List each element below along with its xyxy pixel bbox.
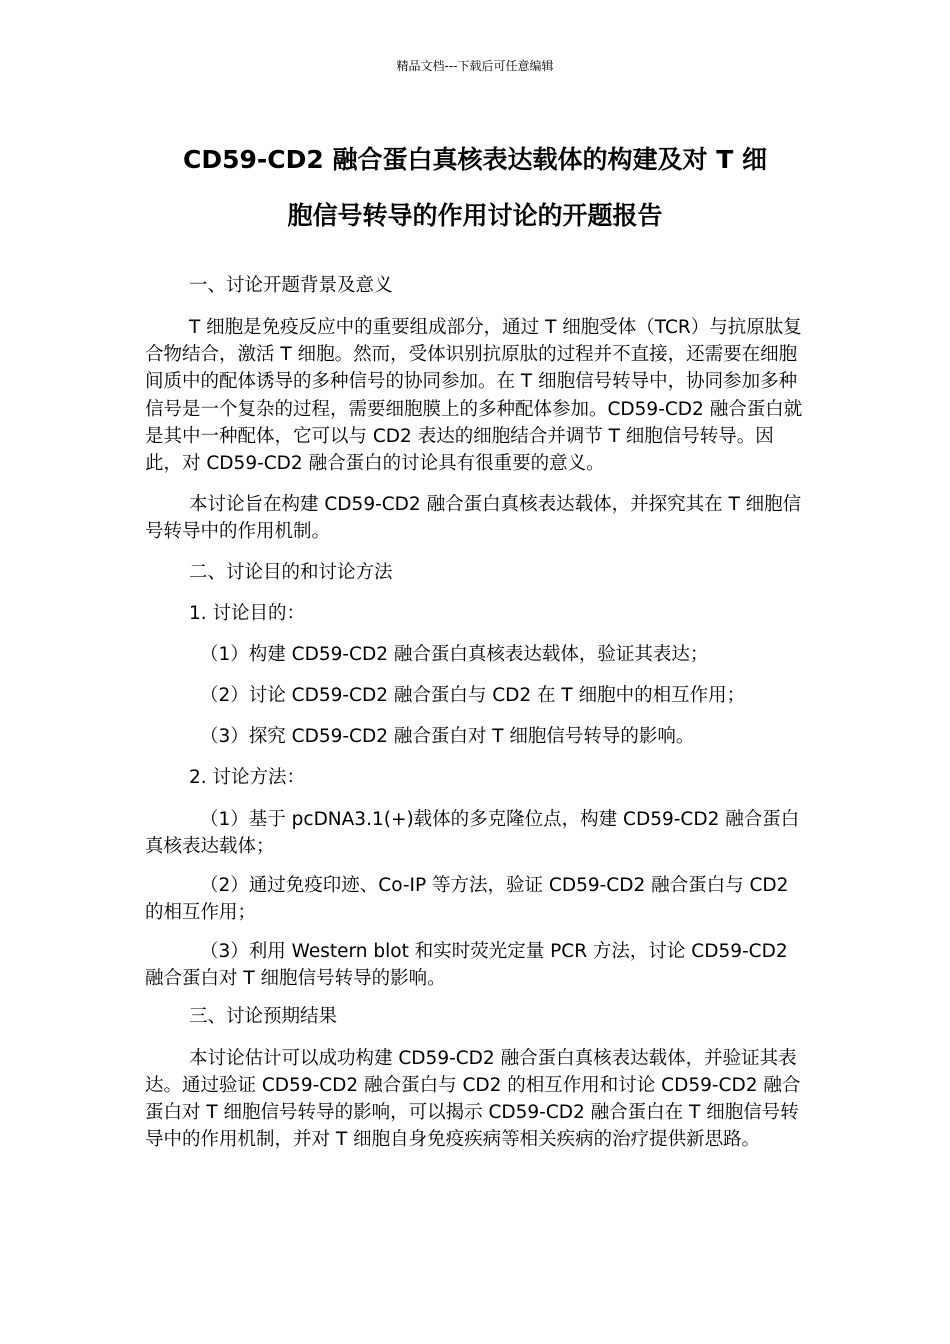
section-heading-results: 三、讨论预期结果 [189,1005,338,1027]
paragraph-background: T 细胞是免疫反应中的重要组成部分，通过 T 细胞受体（TCR）与抗原肽复合物结合，激活 T 细胞。然而，受体识别抗原肽的过程并不直接，还需要在细胞间质中的配体诱导的多种信号的协同参加。在 T 细胞信号转导中，协同参加多种信号是一个复杂的过程，需要细胞膜上的多种配体参加。CD59-CD2 融合蛋白就是其中一种配体，它可以与 CD2 表达的细胞结合并调节 T 细胞信号转导。因此，对 CD59-CD2 融合蛋白的讨论具有很重要的意义。 [145,317,803,475]
method-item-1: （1）基于 pcDNA3.1(+)载体的多克隆位点，构建 CD59-CD2 融合蛋白真核表达载体； [145,808,800,857]
goal-item-1: （1）构建 CD59-CD2 融合蛋白真核表达载体，验证其表达； [200,643,709,665]
paragraph-aim: 本讨论旨在构建 CD59-CD2 融合蛋白真核表达载体，并探究其在 T 细胞信号转导中的作用机制。 [145,494,802,543]
section-heading-background: 一、讨论开题背景及意义 [189,275,393,296]
document-title-line-1: CD59-CD2 融合蛋白真核表达载体的构建及对 T 细 [183,145,767,174]
page-header: 精品文档---下载后可任意编辑 [396,59,554,73]
paragraph-results: 本讨论估计可以成功构建 CD59-CD2 融合蛋白真核表达载体，并验证其表达。通过验证 CD59-CD2 融合蛋白与 CD2 的相互作用和讨论 CD59-CD2 融合蛋白对 T 细胞信号转导的影响，可以揭示 CD59-CD2 融合蛋白在 T 细胞信号转导中的作用机制，并对 T 细胞自身免疫疾病等相关疾病的治疗提供新思路。 [145,1047,801,1151]
goal-item-2: （2）讨论 CD59-CD2 融合蛋白与 CD2 在 T 细胞中的相互作用； [200,684,746,706]
method-item-2: （2）通过免疫印迹、Co-IP 等方法，验证 CD59-CD2 融合蛋白与 CD2 的相互作用； [145,874,789,923]
document-title-line-2: 胞信号转导的作用讨论的开题报告 [287,201,663,230]
section-heading-methods: 二、讨论目的和讨论方法 [189,561,393,583]
goal-item-3: （3）探究 CD59-CD2 融合蛋白对 T 细胞信号转导的影响。 [200,725,695,747]
subheading-goals: 1. 讨论目的： [189,602,306,624]
document-body [145,273,805,1167]
method-item-3: （3）利用 Western blot 和实时荧光定量 PCR 方法，讨论 CD59-CD2 融合蛋白对 T 细胞信号转导的影响。 [145,940,788,989]
subheading-methods: 2. 讨论方法： [189,766,306,788]
